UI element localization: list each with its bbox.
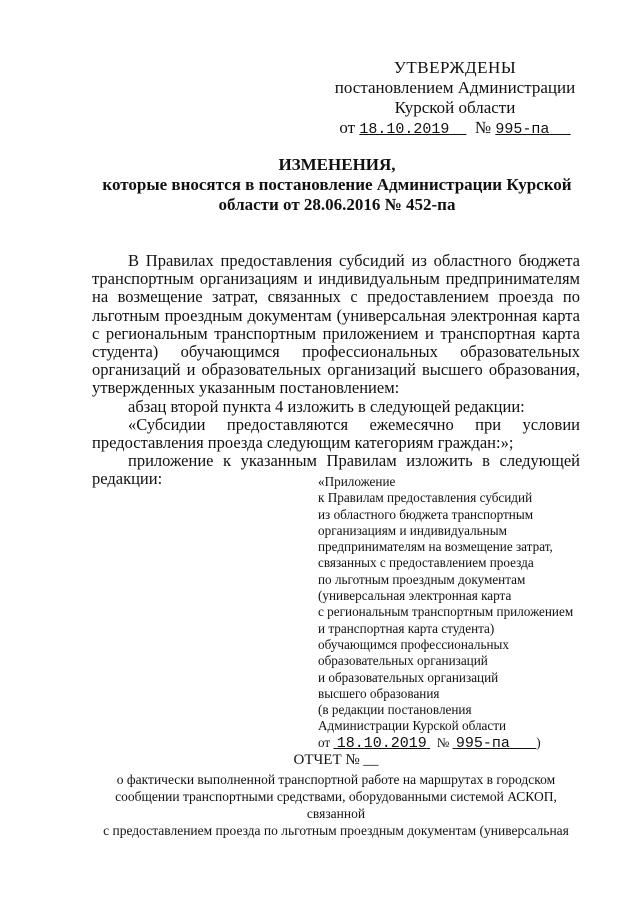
approval-date-prefix: от	[339, 118, 360, 137]
appendix-line: обучающимся профессиональных	[318, 636, 509, 652]
approval-line-2: Курской области	[394, 98, 516, 117]
appendix-line: (универсальная электронная карта	[318, 588, 512, 604]
appendix-number-prefix: №	[436, 734, 453, 750]
appendix-line: с региональным транспортным приложением	[318, 604, 574, 620]
approval-block	[330, 58, 580, 140]
appendix-line: образовательных организаций	[318, 653, 488, 669]
appendix-line: из областного бюджета транспортным	[318, 506, 534, 522]
appendix-line: (в редакции постановления	[318, 702, 472, 718]
body-paragraph-3: «Субсидии предоставляются ежемесячно при условии предоставления проезда следующим категориям граждан:»;	[92, 414, 580, 453]
approval-line-1: постановлением Администрации	[334, 78, 576, 97]
appendix-line: организациям и индивидуальным	[318, 522, 507, 538]
report-line: с предоставлением проезда по льготным проездным документам (универсальная	[103, 823, 569, 838]
approval-title: УТВЕРЖДЕНЫ	[393, 58, 517, 77]
report-line: о фактически выполненной транспортной работе на маршрутах в городском	[116, 772, 556, 787]
body-paragraph-1: В Правилах предоставления субсидий из областного бюджета транспортным организациям и индивидуальным предпринимателям на возмещение затрат, связанных с предоставлением проезда по льготным проездным документам (универсальная электронная карта с региональным транспортным приложением и транспортная карта студента) обучающимся профессиональных образовательных организаций и образовательных организаций высшего образования, утвержденных указанным постановлением:	[92, 251, 580, 398]
appendix-date-line	[318, 735, 588, 752]
body-paragraph-2: абзац второй пункта 4 изложить в следующей редакции:	[128, 396, 525, 416]
document-heading	[92, 155, 582, 215]
appendix-line: к Правилам предоставления субсидий	[318, 490, 533, 506]
heading-title: ИЗМЕНЕНИЯ,	[278, 155, 396, 174]
approval-date-line	[330, 118, 580, 140]
appendix-line: предпринимателям на возмещение затрат,	[318, 539, 553, 555]
appendix-date: 18.10.2019	[336, 734, 427, 752]
report-line: сообщении транспортными средствами, оборудованными системой АСКОП, связанной	[115, 789, 557, 821]
heading-subtitle: которые вносятся в постановление Администрации Курской области от 28.06.2016 № 452-па	[102, 175, 572, 214]
appendix-date-prefix: от	[318, 734, 334, 750]
appendix-line: высшего образования	[318, 685, 440, 701]
appendix-line: и транспортная карта студента)	[318, 620, 495, 636]
appendix-line: связанных с предоставлением проезда	[318, 555, 534, 571]
report-block	[92, 752, 580, 839]
appendix-line: «Приложение	[318, 474, 396, 489]
appendix-number: 995-па	[455, 734, 510, 752]
appendix-block	[318, 474, 588, 752]
report-title: ОТЧЕТ № __	[293, 752, 379, 768]
document-body	[92, 252, 580, 489]
approval-number: 995-па	[495, 121, 550, 138]
body-paragraph-4: приложение к указанным Правилам изложить в следующей редакции:	[92, 451, 580, 489]
appendix-line: по льготным проездным документам	[318, 571, 526, 587]
approval-number-prefix: №	[474, 118, 496, 137]
appendix-close-paren: )	[536, 734, 541, 750]
approval-date: 18.10.2019	[359, 121, 450, 138]
appendix-line: Администрации Курской области	[318, 718, 507, 734]
appendix-line: и образовательных организаций	[318, 669, 499, 685]
